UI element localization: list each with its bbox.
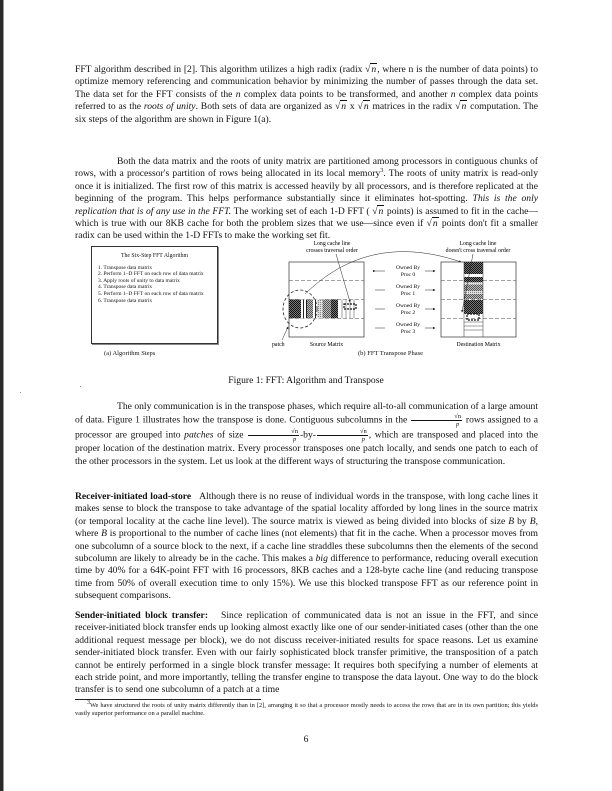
text-run: is proportional to the number of cache lines (not elements) that fit in the cache. When a processor moves from one subcolumn of a source block to the next, if a cache line straddles these subcolumns then the elements of the second subcolumn are likely to already be in the cache. This makes a	[75, 528, 538, 565]
algorithm-step: 2. Perform 1–D FFT on each row of data matrix	[98, 271, 204, 278]
owner-label: Proc 2	[400, 310, 416, 316]
footnote-marker[interactable]: 3	[380, 168, 384, 175]
text-run: . Both sets of data are organized as	[195, 101, 336, 113]
footnote-text: We have structured the roots of unity matrix differently than in [2], arranging it so that a processor mostly needs to access the rows that are in its own partition; this yields vastly superior performance on a parallel machine.	[75, 702, 538, 718]
algorithm-step: 6. Transpose data matrix	[98, 297, 153, 304]
text-run: Both the data matrix and the roots of unity matrix are partitioned among processors in contiguous chunks of rows, with a processor's partition of rows being allocated in its local memory	[75, 156, 538, 180]
destination-matrix-label: Destination Matrix	[456, 342, 501, 348]
var-b: B	[101, 528, 108, 540]
right-annotation-line1: Long cache line	[459, 241, 497, 247]
text-run: complex data points referred to as the	[75, 88, 538, 113]
run-in-heading: Sender-initiated block transfer:	[75, 610, 209, 621]
run-in-heading: Receiver-initiated load-store	[75, 491, 192, 502]
var-n: n	[235, 88, 241, 100]
text-run: The working set of each 1-D FFT (	[231, 205, 373, 217]
sqrt-n-symbol: √n	[455, 101, 467, 113]
page-number: 6	[303, 734, 309, 745]
text-run: Although there is no reuse of individual words in the transpose, with long cache lines it makes sense to block the transpose to take advantage of the spatial locality afforded by long lines in the source matrix (or temporal locality at the cache line level). The source matrix is viewed as being divided into blocks of size	[75, 491, 539, 527]
text-run: matrices in the radix	[369, 101, 456, 113]
text-run: points) is assumed to fit in the cache—which is true with our 8KB cache for both the problem sizes that we use—since even if	[75, 205, 538, 230]
algorithm-step: 5. Perform 1–D FFT on each row of data matrix	[98, 290, 204, 297]
text-run: x	[347, 101, 358, 113]
text-run: difference to performance, reducing overall execution time by 40% for a 64K-point FFT with 16 processors, 8KB caches and a 128-byte cache line (and reducing transpose time from 50% of overall execution time to only 15%). We use this blocked transpose FFT as our reference point in subsequent comparisons.	[75, 553, 538, 602]
var-b: B	[529, 515, 536, 527]
algorithm-box-title: The Six-Step FFT Algorithm	[120, 253, 189, 259]
term-patches: patches	[184, 430, 214, 442]
text-run: -by-	[299, 430, 316, 442]
owner-label: Owned By	[395, 322, 421, 328]
text-run: by	[514, 515, 530, 527]
footnote	[75, 699, 538, 718]
algorithm-step: 3. Apply roots of unity to data matrix	[98, 277, 180, 284]
text-run: , where	[75, 515, 539, 540]
sqrt-n-symbol: √n	[335, 101, 347, 113]
text-run: , which are transposed and placed into the proper location of the destination matrix. Every processor transposes one patch locally, and sends one patch to each of the other processors in the system. Let us look at the different ways of structuring the transpose communication.	[75, 430, 538, 467]
owner-label: Proc 1	[400, 291, 416, 297]
paragraph-communication	[75, 401, 538, 468]
algorithm-step: 1. Transpose data matrix	[98, 264, 153, 271]
var-b: B	[508, 515, 515, 527]
paragraph-sender-initiated	[75, 610, 538, 697]
text-run: rows assigned to a processor are grouped into	[75, 415, 538, 442]
fraction-sqrt-n-over-p: $\frac{√n}{p}$	[248, 428, 299, 443]
fraction-sqrt-n-over-p: $\frac{√n}{p}$	[411, 413, 462, 428]
panel-b-caption: (b) FFT Transpose Phase	[358, 350, 424, 357]
patch-label: patch	[272, 342, 285, 348]
left-annotation-line1: Long cache line	[313, 241, 351, 247]
footnote-mark: 3	[87, 699, 90, 706]
algorithm-step: 4. Transpose data matrix	[98, 284, 153, 291]
text-run: FFT algorithm described in [2]. This algorithm utilizes a high radix (radix	[75, 64, 366, 75]
text-run: Since replication of communicated data is not an issue in the FFT, and since receiver-initiated block transfer ends up looking almost exactly like one of our sender-initiated cases (other than the one additional request message per block), we do not discuss receiver-initiated results for space reasons. Let us examine sender-initiated block transfer. Even with our fairly sophisticated block transfer primitive, the transposition of a patch cannot be entirely performed in a single block transfer message: It requires both specifying a number of elements at each stride point, and more importantly, telling the transfer engine to transpose the data layout. One way to do the block transfer is to send one subcolumn of a patch at a time	[75, 610, 538, 696]
sqrt-n-symbol: √n	[426, 218, 438, 230]
term-roots-of-unity: roots of unity	[143, 101, 196, 113]
text-run: , where n is the number of data points) to optimize memory referencing and communication behavior by minimizing the number of passes through the data set. The data set for the FFT consists of the	[75, 64, 538, 100]
patch-block	[289, 300, 301, 319]
right-annotation-line2: doesn't cross traversal order	[445, 248, 511, 254]
owner-label: Proc 0	[400, 272, 416, 278]
source-matrix	[283, 262, 364, 337]
source-matrix-label: Source Matrix	[309, 342, 344, 348]
scan-speck	[80, 386, 81, 387]
sqrt-n-symbol: √n	[365, 64, 377, 75]
left-annotation-line2: crosses traversal order	[306, 248, 358, 254]
scan-speck	[20, 392, 21, 393]
text-run: The only communication is in the transpose phases, which require all-to-all communication of a large amount of data. Figure 1 illustrates how the transpose is done. Contiguous subcolumns in the	[75, 401, 538, 427]
owner-label: Owned By	[395, 265, 421, 271]
emphasis-text: This is the only replication that is of any use in the FFT.	[75, 193, 538, 217]
text-run: computation. The six steps of the algorithm are shown in Figure 1(a).	[75, 101, 539, 125]
sqrt-n-symbol: √n	[372, 205, 384, 217]
var-n: n	[450, 88, 456, 100]
fraction-sqrt-n-over-p: $\frac{√n}{p}$	[317, 428, 368, 443]
emphasis-text: big	[315, 553, 328, 565]
text-run: of size	[213, 430, 248, 442]
figure-caption: Figure 1: FFT: Algorithm and Transpose	[228, 375, 384, 386]
sqrt-n-symbol: √n	[357, 101, 369, 113]
owner-label: Owned By	[395, 303, 421, 309]
footnote-rule	[75, 699, 261, 700]
panel-a-caption: (a) Algorithm Steps	[104, 350, 156, 357]
paragraph-receiver-initiated	[75, 491, 538, 603]
text-run: complex data points to be transformed, and another	[240, 88, 451, 100]
owner-label: Owned By	[395, 284, 421, 290]
text-run: . The roots of unity matrix is read-only once it is initialized. The first row of this matrix is accessed heavily by all processors, and is therefore replicated at the beginning of the program. This helps performance substantially since it eliminates hot-spotting.	[75, 168, 539, 205]
text-run: points don't fit a smaller radix can be used within the 1-D FFTs to make the working set fit.	[75, 218, 538, 242]
owner-labels	[375, 265, 435, 335]
owner-label: Proc 3	[400, 329, 416, 335]
destination-matrix	[441, 262, 516, 337]
